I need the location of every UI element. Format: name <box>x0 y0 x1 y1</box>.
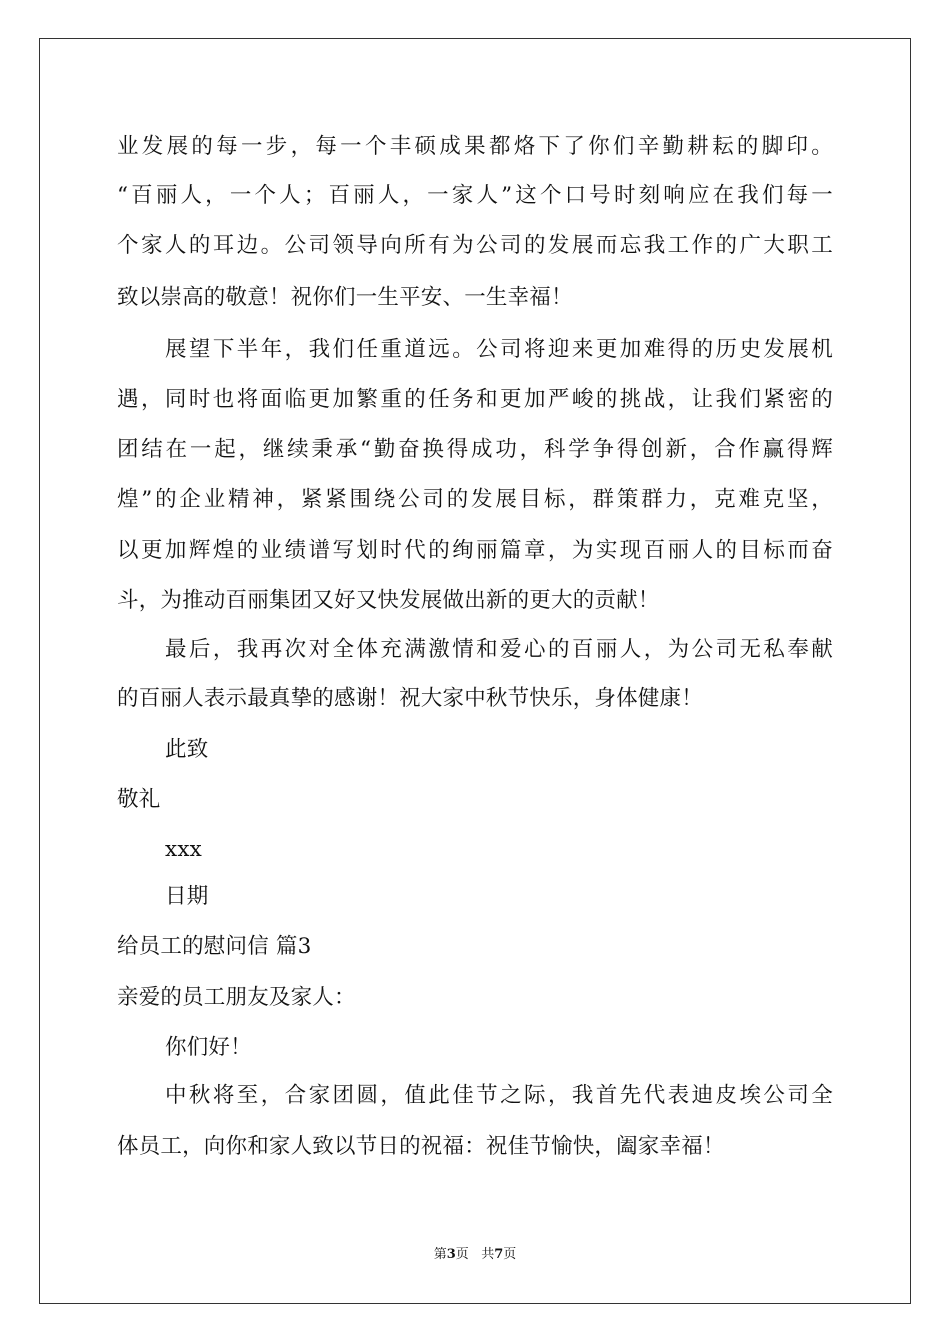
closing-regards: 敬礼 <box>117 787 161 812</box>
body-line: 致以崇高的敬意！祝你们一生平安、一生幸福！ <box>117 285 573 310</box>
body-line: 业发展的每一步，每一个丰硕成果都烙下了你们辛勤耕耘的脚印。 <box>117 134 833 159</box>
body-line: 遇，同时也将面临更加繁重的任务和更加严峻的挑战，让我们紧密的 <box>117 387 833 412</box>
page-prefix: 第 <box>433 1247 447 1262</box>
signature-name: xxx <box>165 837 202 862</box>
total-unit: 页 <box>503 1247 517 1262</box>
page-unit: 页 <box>455 1247 469 1262</box>
section-heading: 给员工的慰问信 篇3 <box>117 934 312 959</box>
page-footer <box>0 1246 950 1264</box>
body-line: 以更加辉煌的业绩谱写划时代的绚丽篇章，为实现百丽人的目标而奋 <box>117 538 833 563</box>
body-line: 个家人的耳边。公司领导向所有为公司的发展而忘我工作的广大职工 <box>117 233 833 258</box>
paragraph-first-line: 中秋将至，合家团圆，值此佳节之际，我首先代表迪皮埃公司全 <box>165 1083 833 1108</box>
page-total: 7 <box>494 1247 504 1262</box>
total-prefix: 共 <box>481 1247 495 1262</box>
letter-hello: 你们好！ <box>165 1035 252 1060</box>
paragraph-first-line: 最后，我再次对全体充满激情和爱心的百丽人，为公司无私奉献 <box>165 637 833 662</box>
letter-greeting: 亲爱的员工朋友及家人： <box>117 985 356 1010</box>
page-frame <box>39 38 911 1304</box>
body-line: 体员工，向你和家人致以节日的祝福：祝佳节愉快，阖家幸福！ <box>117 1134 725 1159</box>
body-line: “百丽人，一个人；百丽人，一家人”这个口号时刻响应在我们每一 <box>117 183 833 208</box>
body-line: 的百丽人表示最真挚的感谢！祝大家中秋节快乐，身体健康！ <box>117 686 703 711</box>
signature-date: 日期 <box>165 884 209 909</box>
closing-salutation: 此致 <box>165 737 209 762</box>
body-line: 斗，为推动百丽集团又好又快发展做出新的更大的贡献！ <box>117 588 660 613</box>
body-line: 团结在一起，继续秉承“勤奋换得成功，科学争得创新，合作赢得辉 <box>117 437 833 462</box>
paragraph-first-line: 展望下半年，我们任重道远。公司将迎来更加难得的历史发展机 <box>165 337 833 362</box>
page-current: 3 <box>446 1247 456 1262</box>
body-line: 煌”的企业精神，紧紧围绕公司的发展目标，群策群力，克难克坚， <box>117 487 833 512</box>
